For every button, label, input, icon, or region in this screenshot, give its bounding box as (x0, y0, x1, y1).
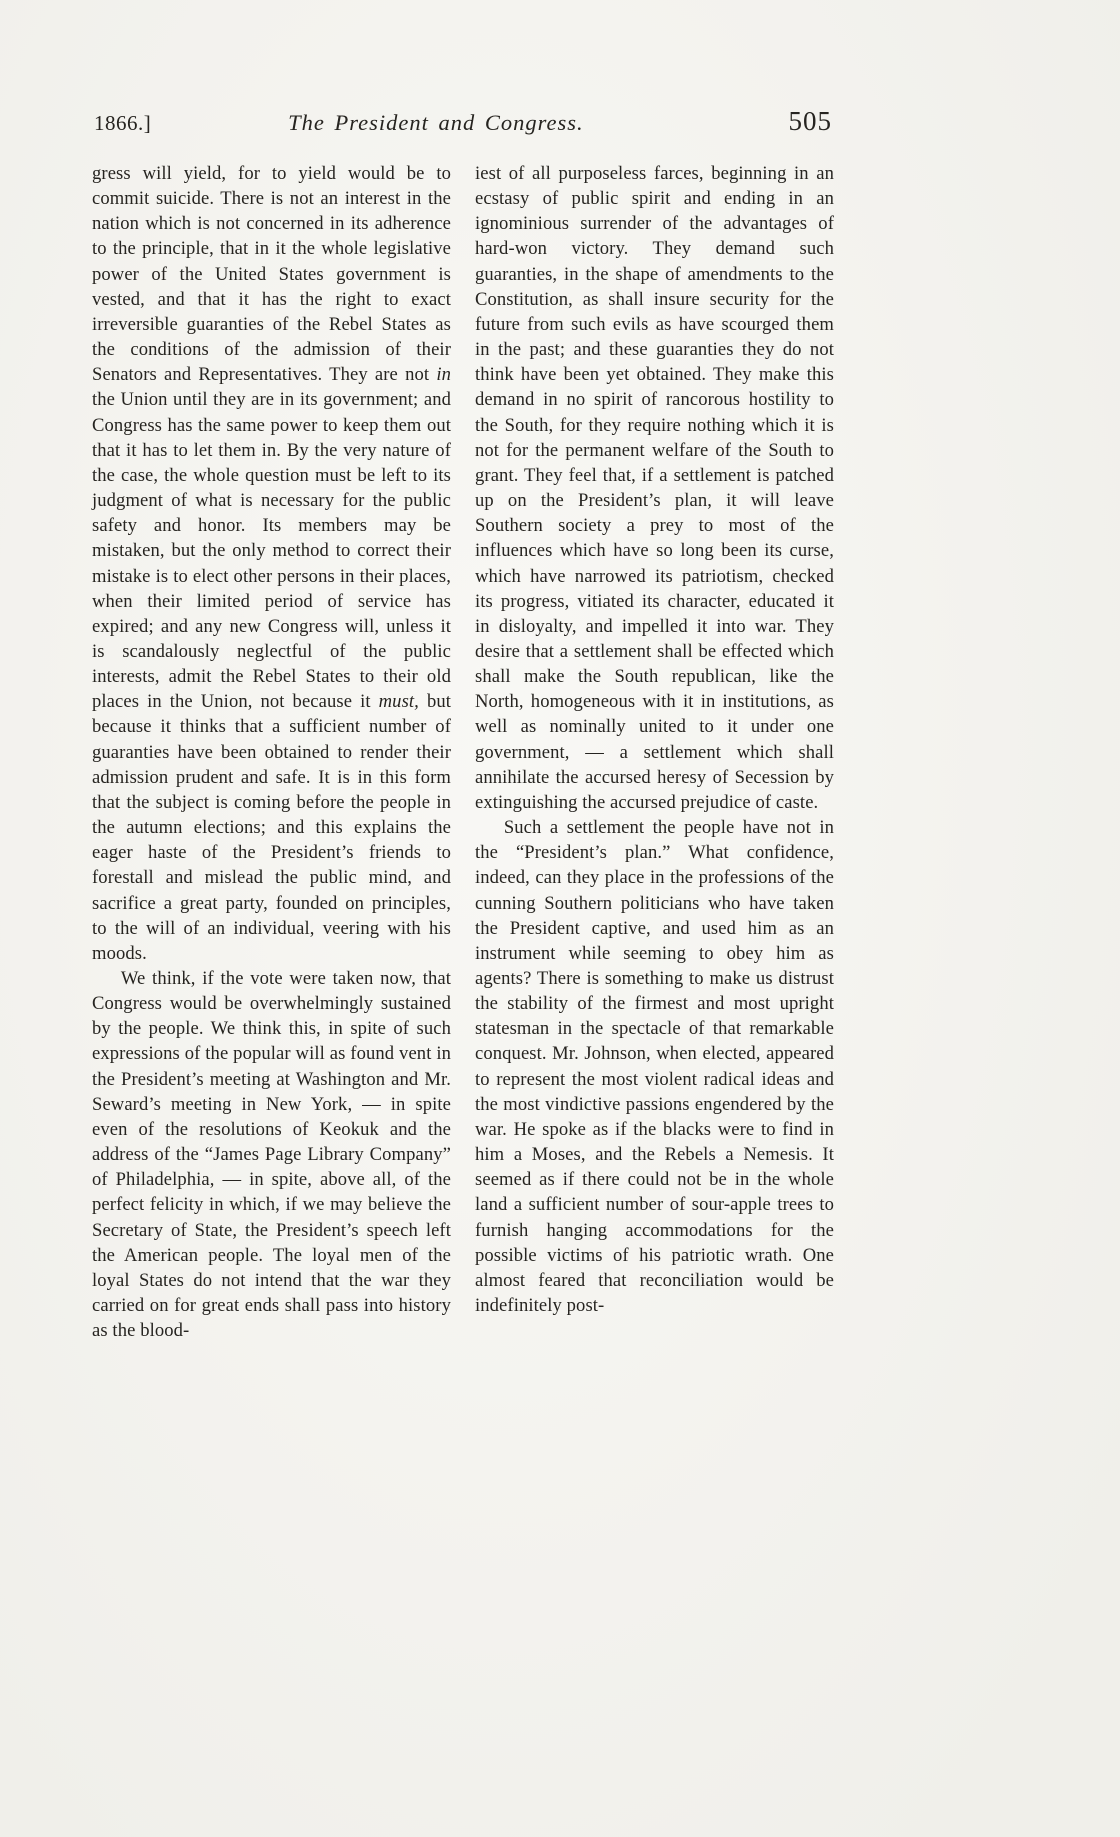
text-run: We think, if the vote were taken now, that Congress would be overwhelmingly sustained by the people. We think this, in spite of such expressions of the popular will as found vent in the President’s meeting at Washington and Mr. Seward’s meeting in New York, — in spite even of the resolutions of Keokuk and the address of the “James Page Library Company” of Philadelphia, — in spite, above all, of the perfect felicity in which, if we may believe the Secretary of State, the President’s speech left the American people. The loyal men of the loyal States do not intend that the war they carried on for great ends shall pass into history as the blood- (92, 968, 451, 1342)
page-number: 505 (788, 106, 832, 136)
publication-year: 1866.] (94, 111, 152, 135)
italic-text-run: in (436, 364, 451, 386)
paragraph (475, 815, 834, 1318)
text-run: Such a settlement the people have not in the “President’s plan.” What confidence, indeed, can they place in the professions of the cunning Southern politicians who have taken the President captive, and used him as an instrument while seeming to obey him as agents? There is something to make us distrust the stability of the firmest and most upright statesman in the spectacle of that remarkable conquest. Mr. Johnson, when elected, appeared to represent the most violent radical ideas and the most vindictive passions engendered by the war. He spoke as if the blacks were to find in him a Moses, and the Rebels a Nemesis. It seemed as if there could not be in the whole land a sufficient number of sour-apple trees to furnish hanging accommodations for the possible victims of his patriotic wrath. One almost feared that reconciliation would be indefinitely post- (475, 817, 834, 1317)
text-run: but because it thinks that a sufficient number of guaranties have been obtained to render their admission prudent and safe. It is in this form that the subject is coming before the people in the autumn elections; and this explains the eager haste of the President’s friends to forestall and mislead the public mind, and sacrifice a great party, founded on principles, to the will of an individual, veering with his moods. (92, 691, 452, 964)
running-head (92, 106, 834, 137)
italic-text-run: must, (378, 691, 419, 713)
paragraph (92, 966, 451, 1343)
right-column (475, 161, 834, 1343)
paragraph (92, 161, 451, 966)
text-run: iest of all purposeless farces, beginning in an ecstasy of public spirit and ending in an ignominious surrender of the advantages of hard-won victory. They demand such guaranties, in the shape of amendments to the Constitution, as shall insure security for the future from such evils as have scourged them in the past; and these guaranties they do not think have been yet obtained. They make this demand in no spirit of rancorous hostility to the South, for they require nothing which it is not for the permanent welfare of the South to grant. They feel that, if a settlement is patched up on the President’s plan, it will leave Southern society a prey to most of the influences which have so long been its curse, which have narrowed its patriotism, checked its progress, vitiated its character, educated it in disloyalty, and impelled it into war. They desire that a settlement shall be effected which shall make the South republican, like the North, homogeneous with it in institutions, as well as nominally united to it under one government, — a settlement which shall annihilate the accursed heresy of Secession by extinguishing the accursed prejudice of caste. (475, 163, 834, 813)
article-title: The President and Congress. (288, 110, 584, 135)
text-columns (92, 161, 834, 1343)
page-content (92, 106, 834, 1343)
text-run: the Union until they are in its government; and Congress has the same power to keep them out that it has to let them in. By the very nature of the case, the whole question must be left to its judgment of what is necessary for the public safety and honor. Its members may be mistaken, but the only method to correct their mistake is to elect other persons in their places, when their limited period of service has expired; and any new Congress will, unless it is scandalously neglectful of the public interests, admit the Rebel States to their old places in the Union, not because it (92, 389, 451, 713)
text-run: gress will yield, for to yield would be to commit suicide. There is not an interest in the nation which is not concerned in its adherence to the principle, that in it the whole legislative power of the United States government is vested, and that it has the right to exact irreversible guaranties of the Rebel States as the conditions of the admission of their Senators and Representatives. They are not (92, 163, 451, 386)
left-column (92, 161, 451, 1343)
paragraph (475, 161, 834, 815)
